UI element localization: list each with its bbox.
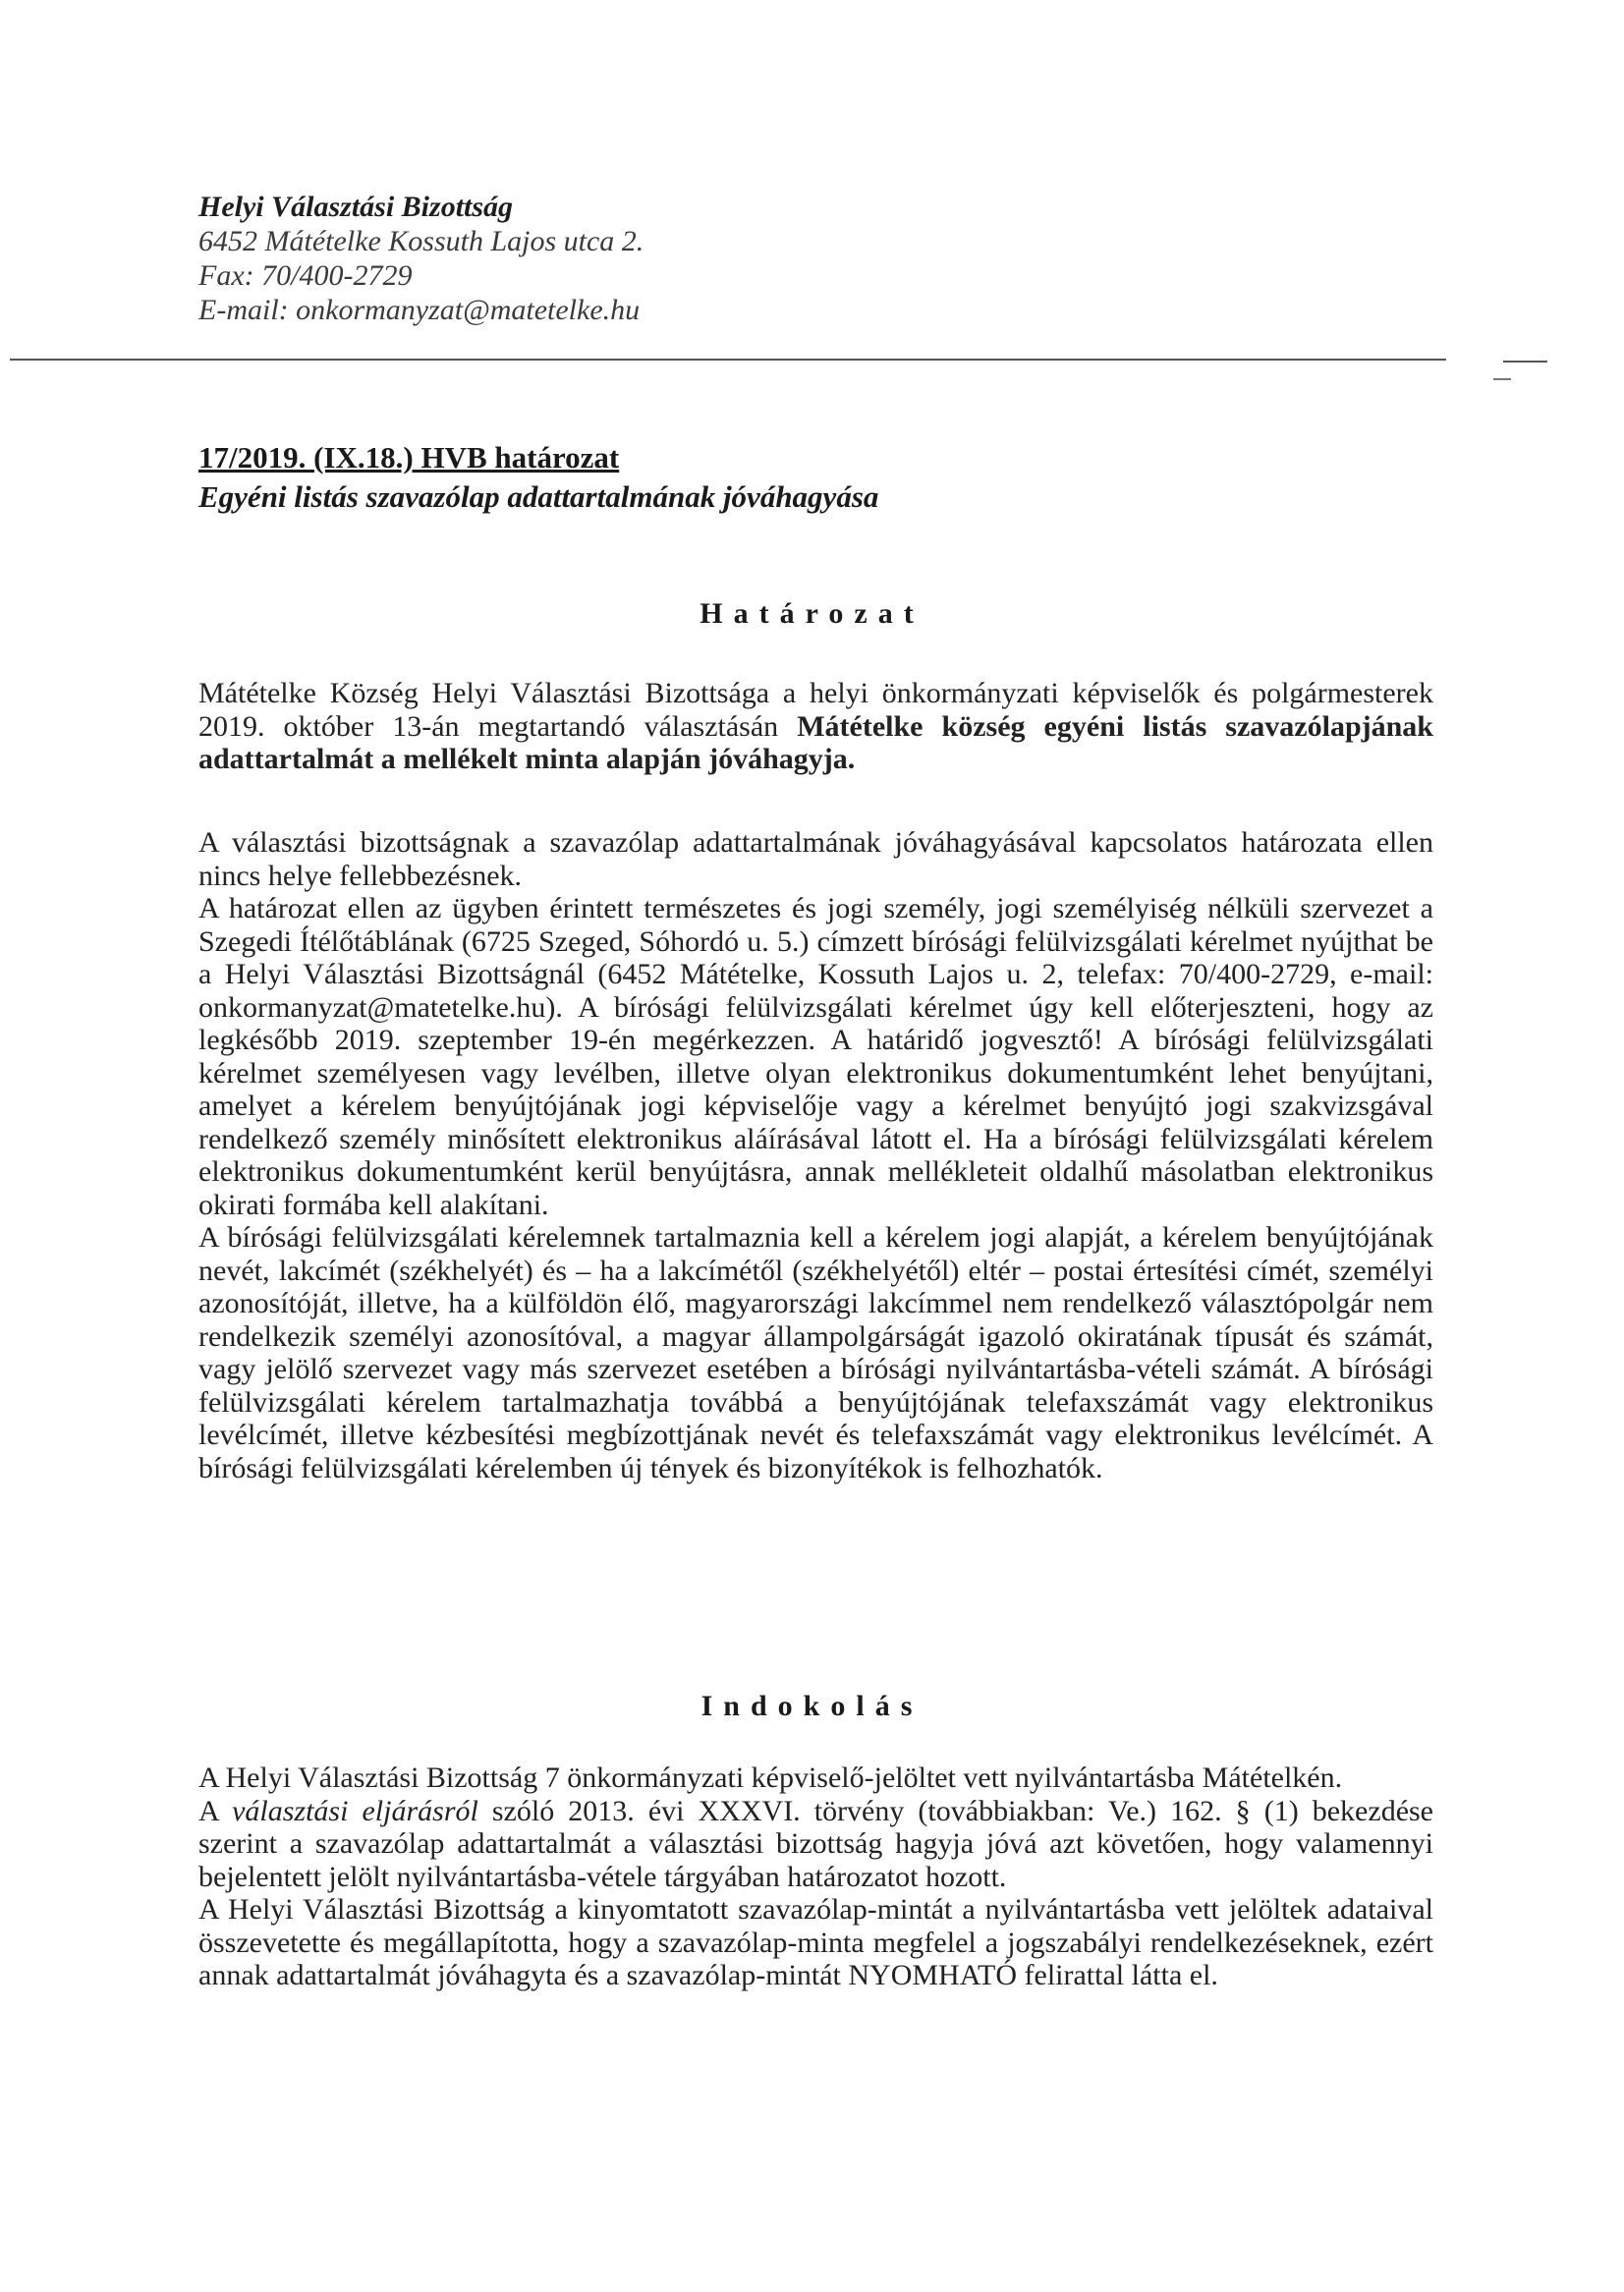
committee-name: Helyi Választási Bizottság xyxy=(198,191,514,223)
appeal-paragraph-2: A határozat ellen az ügyben érintett természetes és jogi személy, jogi személyiség nélküli szervezet a Szegedi Ítélőtáblának (6725 Szeged, Sóhordó u. 5.) címzett bírósági felülvizsgálati kérelmet nyújthat be a Helyi Választási Bizottságnál (6452 Mátételke, Kossuth Lajos u. 2, telefax: 70/400-2729, e-mail: onkormanyzat@matetelke.hu). A bírósági felülvizsgálati kérelmet úgy kell előterjeszteni, hogy az legkésőbb 2019. szeptember 19-én megérkezzen. A határidő jogvesztő! A bírósági felülvizsgálati kérelmet személyesen vagy levélben, illetve olyan elektronikus dokumentumként lehet benyújtani, amelyet a kérelem benyújtójának jogi képviselője vagy a kérelmet benyújtó jogi szakvizsgával rendelkező személy minősített elektronikus aláírásával látott el. Ha a bírósági felülvizsgálati kérelem elektronikus dokumentumként kerül benyújtásra, annak mellékleteit oldalhű másolatban elektronikus okirati formába kell alakítani. xyxy=(198,892,1433,1221)
section-title-decision: Határozat xyxy=(700,597,924,630)
decision-number: 17/2019. (IX.18.) HVB határozat xyxy=(198,440,620,475)
resolution-bold-text: Mátételke község egyéni listás szavazólapjának adattartalmát a mellékelt minta alapján jóváhagyja xyxy=(198,709,1433,775)
committee-address: 6452 Mátételke Kossuth Lajos utca 2. xyxy=(198,225,644,257)
reasoning-paragraph-1: A Helyi Választási Bizottság 7 önkormányzati képviselő-jelöltet vett nyilvántartásba Mátételkén. xyxy=(198,1761,1343,1794)
committee-fax: Fax: 70/400-2729 xyxy=(198,259,413,292)
header-divider xyxy=(10,359,1446,361)
appeal-section xyxy=(198,826,1433,1484)
header-divider-dash xyxy=(1493,378,1511,380)
decision-subject: Egyéni listás szavazólap adattartalmának jóváhagyása xyxy=(198,479,879,514)
appeal-paragraph-3: A bírósági felülvizsgálati kérelemnek tartalmaznia kell a kérelem jogi alapját, a kérelem benyújtójának nevét, lakcímét (székhelyét) és – ha a lakcímétől (székhelyétől) eltér – postai értesítési címét, személyi azonosítóját, illetve, ha a külföldön élő, magyarországi lakcímmel nem rendelkező választópolgár nem rendelkezik személyi azonosítóval, a magyar állampolgárságát igazoló okiratának típusát és számát, vagy jelölő szervezet vagy más szervezet esetében a bírósági nyilvántartásba-vételi számát. A bírósági felülvizsgálati kérelem tartalmazhatja továbbá a benyújtójának telefaxszámát vagy elektronikus levélcímét, illetve kézbesítési megbízottjának nevét és telefaxszámát vagy elektronikus levélcímét. A bírósági felülvizsgálati kérelemben új tények és bizonyítékok is felhozhatók. xyxy=(198,1221,1433,1484)
reasoning-p2-start: A xyxy=(198,1794,233,1827)
reasoning-section xyxy=(198,1761,1433,1992)
reasoning-paragraph-3: A Helyi Választási Bizottság a kinyomtatott szavazólap-mintát a nyilvántartásba vett jelöltek adataival összevetette és megállapította, hogy a szavazólap-minta megfelel a jogszabályi rendelkezéseknek, ezért annak adattartalmát jóváhagyta és a szavazólap-mintát NYOMHATÓ felirattal látta el. xyxy=(198,1893,1433,1991)
section-title-reasoning: Indokolás xyxy=(700,1690,924,1722)
committee-email: E-mail: onkormanyzat@matetelke.hu xyxy=(198,294,641,326)
law-title-italic: választási eljárásról xyxy=(232,1794,478,1827)
resolution-end-text: . xyxy=(847,743,856,775)
reasoning-paragraph-2 xyxy=(198,1795,1433,1894)
header-divider-right xyxy=(1503,361,1547,363)
letterhead xyxy=(198,190,644,327)
resolution-text: Mátételke Község Helyi Választási Bizottsága a helyi önkormányzati képviselők és polgármesterek 2019. október 13-án megtartandó választásán xyxy=(198,677,1433,743)
resolution-paragraph xyxy=(198,677,1433,776)
appeal-paragraph-1: A választási bizottságnak a szavazólap adattartalmának jóváhagyásával kapcsolatos határozata ellen nincs helye fellebbezésnek. xyxy=(198,826,1433,892)
reasoning-p2-rest: szóló 2013. évi XXXVI. törvény (továbbiakban: Ve.) 162. § (1) bekezdése szerint a szavazólap adattartalmát a választási bizottság hagyja jóvá azt követően, hogy valamennyi bejelentett jelölt nyilvántartásba-vétele tárgyában határozatot hozott. xyxy=(198,1794,1433,1893)
